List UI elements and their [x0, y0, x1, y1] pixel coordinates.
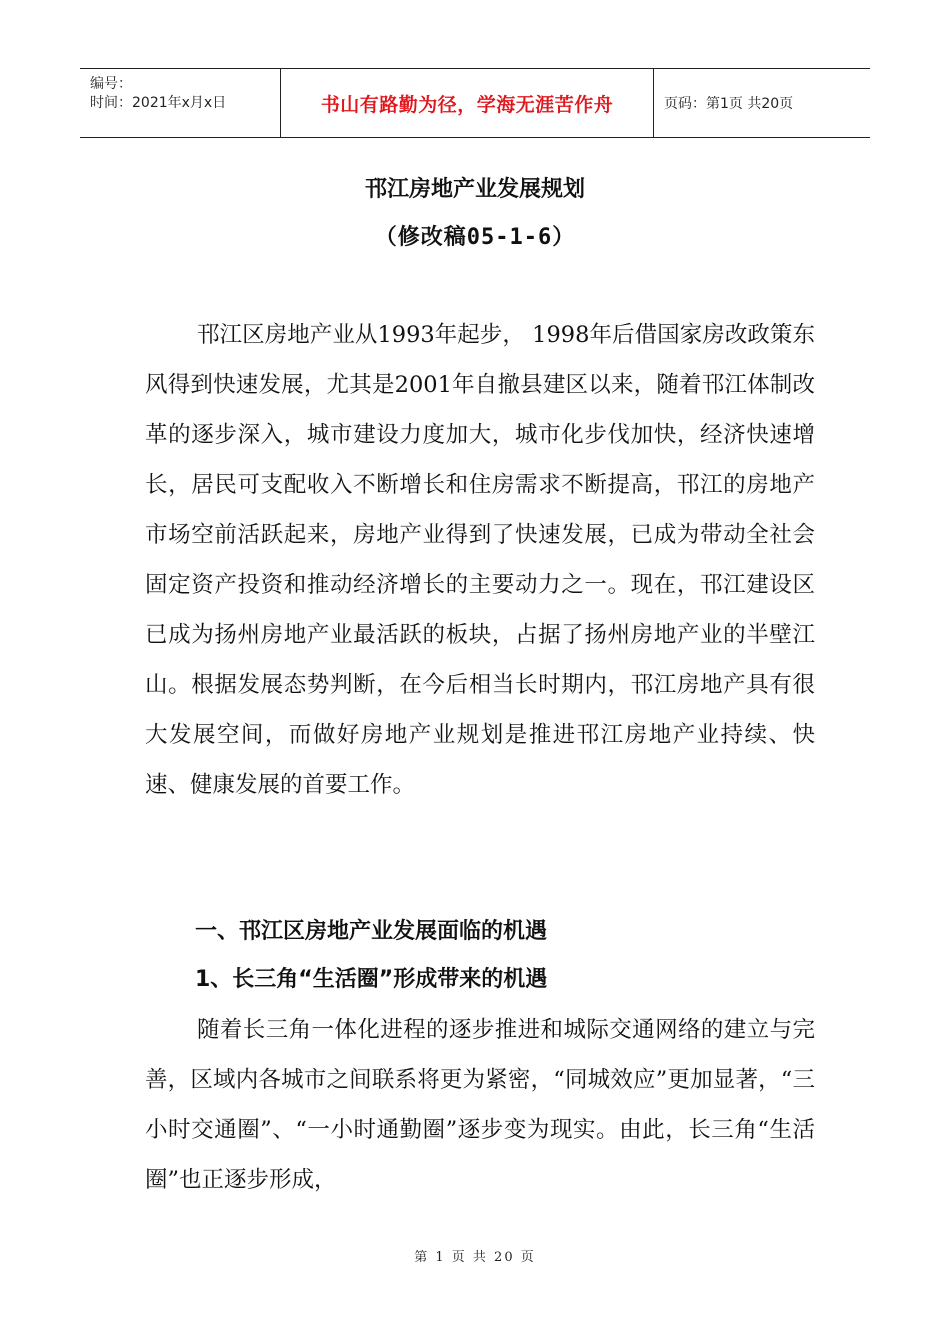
subsection-paragraph: 随着长三角一体化进程的逐步推进和城际交通网络的建立与完善，区域内各城市之间联系将更为紧密，“同城效应”更加显著，“三小时交通圈”、“一小时通勤圈”逐步变为现实。由此，长三角“生活圈”也正逐步形成，	[145, 1017, 815, 1193]
document-number-label: 编号：	[90, 76, 132, 92]
subsection-paragraph-block	[145, 1005, 815, 1205]
intro-paragraph-block	[145, 310, 815, 810]
intro-paragraph: 邗江区房地产业从1993年起步， 1998年后借国家房改政策东风得到快速发展，尤其是2001年自撤县建区以来，随着邗江体制改革的逐步深入，城市建设力度加大，城市化步伐加快，经济快速增长，居民可支配收入不断增长和住房需求不断提高，邗江的房地产市场空前活跃起来，房地产业得到了快速发展，已成为带动全社会固定资产投资和推动经济增长的主要动力之一。现在，邗江建设区已成为扬州房地产业最活跃的板块，占据了扬州房地产业的半壁江山。根据发展态势判断，在今后相当长时期内，邗江房地产具有很大发展空间，而做好房地产业规划是推进邗江房地产业持续、快速、健康发展的首要工作。	[145, 322, 815, 798]
document-title: 邗江房地产业发展规划	[364, 177, 585, 202]
header-motto: 书山有路勤为径，学海无涯苦作舟	[320, 93, 614, 116]
document-time-label: 时间：2021年x月x日	[90, 95, 227, 111]
subsection-heading: 1、长三角“生活圈”形成带来的机遇	[195, 967, 548, 992]
page-footer: 第 1 页 共 20 页	[414, 1250, 536, 1265]
header-motto-cell	[280, 69, 654, 137]
section-heading: 一、邗江区房地产业发展面临的机遇	[195, 919, 548, 944]
header-meta	[80, 69, 280, 137]
document-subtitle: （修改稿05-1-6）	[374, 225, 576, 250]
header-page-info: 页码：第1页 共20页	[664, 96, 794, 112]
header-table	[80, 68, 870, 138]
